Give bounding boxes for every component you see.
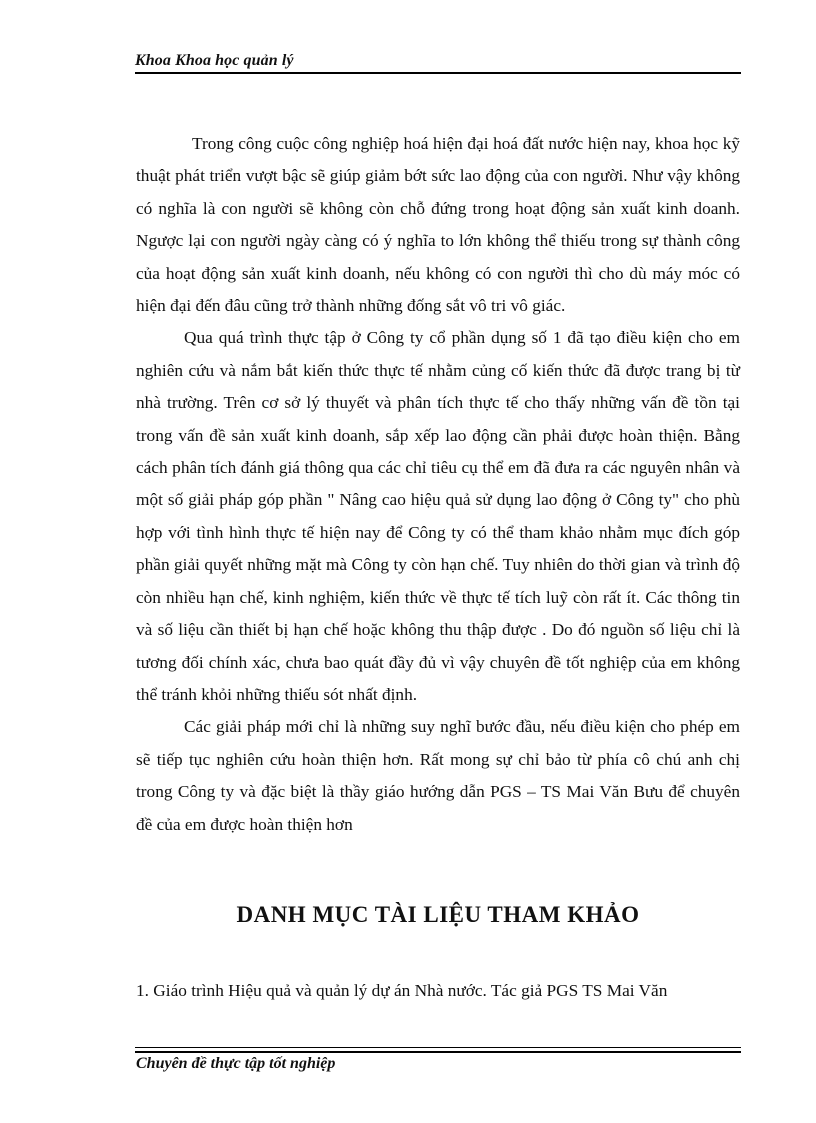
paragraph-1: Trong công cuộc công nghiệp hoá hiện đại hoá đất nước hiện nay, khoa học kỹ thuật phát triển vượt bậc sẽ giúp giảm bớt sức lao động của con người. Như vậy không có nghĩa là con người sẽ không còn chỗ đứng trong hoạt động sản xuất kinh doanh. Ngược lại con người ngày càng có ý nghĩa to lớn không thể thiếu trong sự thành công của hoạt động sản xuất kinh doanh, nếu không có con người thì cho dù máy móc có hiện đại đến đâu cũng trở thành những đống sắt vô tri vô giác. — [136, 134, 740, 316]
page-header — [135, 50, 741, 74]
paragraph-3: Các giải pháp mới chỉ là những suy nghĩ bước đầu, nếu điều kiện cho phép em sẽ tiếp tục nghiên cứu hoàn thiện hơn. Rất mong sự chỉ bảo từ phía cô chú anh chị trong Công ty và đặc biệt là thầy giáo hướng dẫn PGS – TS Mai Văn Bưu để chuyên đề của em được hoàn thiện hơn — [136, 717, 740, 834]
reference-item-1: 1. Giáo trình Hiệu quả và quản lý dự án Nhà nước. Tác giả PGS TS Mai Văn — [136, 981, 668, 1000]
footer-rule-thick — [135, 1051, 741, 1053]
body-text — [136, 128, 740, 841]
paragraph-2: Qua quá trình thực tập ở Công ty cổ phần dụng số 1 đã tạo điều kiện cho em nghiên cứu và nắm bắt kiến thức thực tế nhằm củng cố kiến thức đã được trang bị từ nhà trường. Trên cơ sở lý thuyết và phân tích thực tế cho thấy những vấn đề tồn tại trong vấn đề sản xuất kinh doanh, sắp xếp lao động cần phải được hoàn thiện. Bằng cách phân tích đánh giá thông qua các chỉ tiêu cụ thể em đã đưa ra các nguyên nhân và một số giải pháp góp phần " Nâng cao hiệu quả sử dụng lao động ở Công ty" cho phù hợp với tình hình thực tế hiện nay để Công ty có thể tham khảo nhằm mục đích góp phần giải quyết những mặt mà Công ty còn hạn chế. Tuy nhiên do thời gian và trình độ còn nhiều hạn chế, kinh nghiệm, kiến thức về thực tế tích luỹ còn rất ít. Các thông tin và số liệu cần thiết bị hạn chế hoặc không thu thập được . Do đó nguồn số liệu chỉ là tương đối chính xác, chưa bao quát đầy đủ vì vậy chuyên đề tốt nghiệp của em không thể tránh khỏi những thiếu sót nhất định. — [136, 328, 740, 704]
footer-rule-thin — [135, 1047, 741, 1048]
references-title: DANH MỤC TÀI LIỆU THAM KHẢO — [236, 902, 640, 927]
header-title: Khoa Khoa học quản lý — [135, 52, 294, 69]
footer-title: Chuyên đề thực tập tốt nghiệp — [136, 1055, 336, 1072]
